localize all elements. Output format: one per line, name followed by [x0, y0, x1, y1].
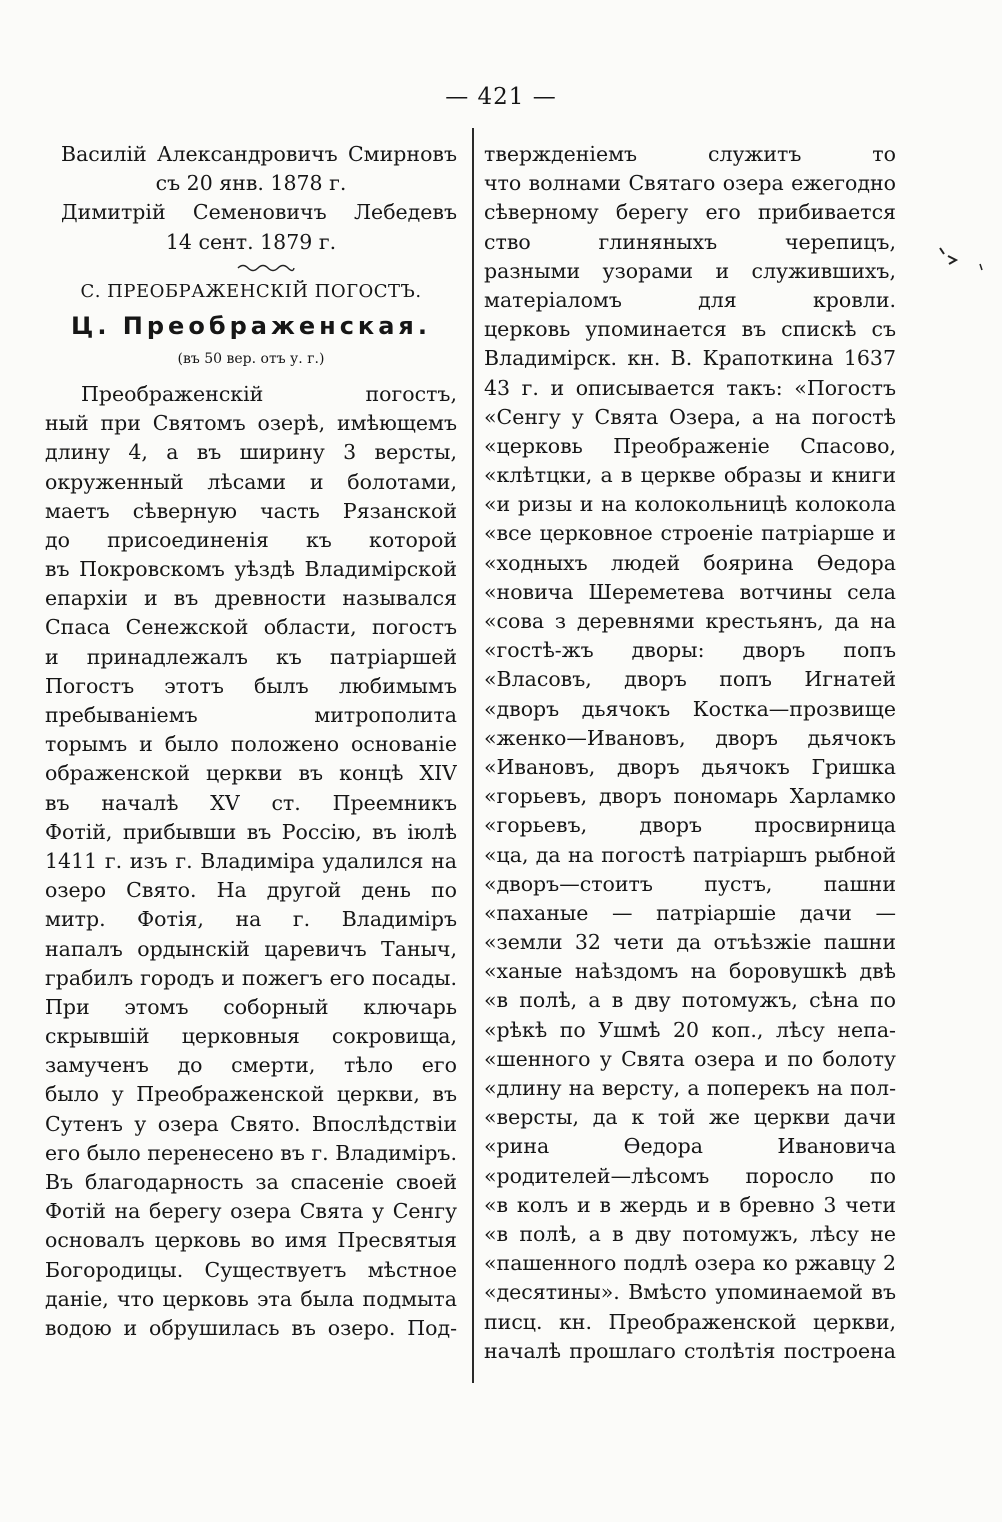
- text-line: 1411 г. изъ г. Владиміра удалился на: [45, 848, 457, 873]
- text-line: Владимірск. кн. В. Крапоткина 1637: [484, 346, 896, 371]
- text-line: «рина Ѳедора Ивановича: [484, 1134, 896, 1159]
- church-heading: Ц. Преображенская.: [71, 311, 431, 340]
- text-line: «в полѣ, а в дву потомужъ, сѣна по: [484, 988, 896, 1013]
- text-line: въ началѣ XV ст. Преемникъ: [45, 790, 457, 815]
- right-column: [484, 140, 896, 1366]
- text-line: «шенного у Свята озера и по болоту: [484, 1046, 896, 1071]
- text-line: церковь упоминается въ спискѣ съ: [484, 317, 896, 342]
- text-line: озеро Свято. На другой день по: [45, 878, 457, 903]
- text-line: ство глиняныхъ черепицъ,: [484, 229, 896, 254]
- text-line: было у Преображенской церкви, въ: [45, 1082, 457, 1107]
- text-line: митр. Фотія, на г. Владиміръ: [45, 907, 457, 932]
- text-line: «Власовъ, дворъ попъ Игнатей: [484, 667, 896, 692]
- text-line: матеріаломъ для кровли.: [484, 287, 896, 312]
- text-line: «женко—Ивановъ, дворъ дьячокъ: [484, 725, 896, 750]
- text-line: началѣ прошлаго столѣтія построена: [484, 1338, 896, 1363]
- text-line: Сутенъ у озера Свято. Впослѣдствіи: [45, 1111, 457, 1136]
- text-line: длину 4, а въ ширину 3 версты,: [45, 440, 457, 465]
- text-line: замученъ до смерти, тѣло его: [45, 1053, 457, 1078]
- margin-ink-mark: [936, 244, 986, 274]
- left-column: [45, 140, 457, 1343]
- text-line: При этомъ соборный ключарь: [45, 994, 457, 1019]
- staff-name-line: Димитрій Семеновичъ Лебедевъ: [61, 200, 457, 225]
- text-line: основалъ церковь во имя Пресвятыя: [45, 1228, 457, 1253]
- text-line: Въ благодарность за спасеніе своей: [45, 1170, 457, 1194]
- text-line: «в полѣ, а в дву потомужъ, лѣсу не: [484, 1221, 896, 1246]
- text-line: окруженный лѣсами и болотами,: [45, 469, 457, 494]
- text-line: до присоединенія къ которой: [45, 527, 457, 552]
- text-line: «все церковное строеніе патріарше и: [484, 521, 896, 546]
- text-line: «версты, да к той же церкви дачи: [484, 1105, 896, 1130]
- text-line: «и ризы и на колокольницѣ колокола: [484, 492, 896, 517]
- text-line: Погостъ этотъ былъ любимымъ: [45, 673, 457, 698]
- text-line: «ца, да на погостѣ патріаршъ рыбной: [484, 842, 896, 867]
- page-number: — 421 —: [445, 84, 557, 110]
- text-line: Богородицы. Существуетъ мѣстное: [45, 1257, 457, 1282]
- text-line: водою и обрушилась въ озеро. Под-: [45, 1315, 457, 1340]
- text-line: «ходныхъ людей боярина Ѳедора: [484, 550, 896, 575]
- text-line: и принадлежалъ къ патріаршей: [45, 644, 457, 669]
- text-line: Спаса Сенежской области, погостъ: [45, 615, 457, 640]
- text-line: «Сенгу у Свята Озера, а на погостѣ: [484, 404, 896, 429]
- text-line: ображенской церкви въ концѣ XIV: [45, 761, 457, 786]
- staff-entry: [45, 198, 457, 256]
- text-line: «земли 32 чети да отъѣзжіе пашни: [484, 930, 896, 955]
- ornament-squiggle: [45, 257, 457, 277]
- text-line: Преображенскій погостъ,: [81, 381, 457, 406]
- text-line: ный при Святомъ озерѣ, имѣющемъ: [45, 411, 457, 436]
- text-line: «паханые — патріаршіе дачи —: [484, 900, 896, 925]
- text-line: торымъ и было положено основаніе: [45, 732, 457, 757]
- text-line: «церковь Преображеніе Спасово,: [484, 433, 896, 458]
- text-line: «клѣтцки, а в церкве образы и книги: [484, 463, 896, 488]
- text-line: «сова з деревнями крестьянъ, да на: [484, 609, 896, 633]
- text-line: «горьевъ, дворъ пономарь Харламко: [484, 784, 896, 809]
- text-line: даніе, что церковь эта была подмыта: [45, 1286, 457, 1311]
- text-line: въ Покровскомъ уѣздѣ Владимірской: [45, 557, 457, 582]
- text-line: «горьевъ, дворъ просвирница: [484, 813, 896, 838]
- staff-name-line: Василій Александровичъ Смирновъ: [61, 142, 457, 166]
- text-line: пребываніемъ митрополита: [45, 703, 457, 727]
- text-line: «длину на версту, а поперекъ на пол-: [484, 1076, 896, 1100]
- text-line: «дворъ—стоитъ пустъ, пашни: [484, 871, 896, 896]
- staff-entry: [45, 140, 457, 198]
- text-line: скрывшій церковныя сокровища,: [45, 1024, 457, 1049]
- text-line: сѣверному берегу его прибивается: [484, 200, 896, 225]
- text-line: «десятины». Вмѣсто упоминаемой въ: [484, 1280, 896, 1305]
- text-line: «новича Шереметева вотчины села: [484, 579, 896, 604]
- text-line: что волнами Святаго озера ежегодно: [484, 171, 896, 196]
- text-line: «гостѣ-жъ дворы: дворъ попъ: [484, 638, 896, 663]
- village-heading: С. ПРЕОБРАЖЕНСКІЙ ПОГОСТЪ.: [80, 280, 422, 302]
- text-line: писц. кн. Преображенской церкви,: [484, 1309, 896, 1334]
- body-text-left: [45, 380, 457, 1343]
- distance-note: (въ 50 вер. отъ у. г.): [177, 350, 325, 367]
- text-line: его было перенесено въ г. Владиміръ.: [45, 1140, 457, 1165]
- staff-date-line: съ 20 янв. 1878 г.: [155, 171, 347, 196]
- text-line: грабилъ городъ и пожегъ его посады.: [45, 965, 457, 990]
- text-line: епархіи и въ древности назывался: [45, 586, 457, 611]
- text-line: «в колъ и в жердь и в бревно 3 чети: [484, 1192, 896, 1217]
- text-line: «ханые наѣздомъ на боровушкѣ двѣ: [484, 959, 896, 984]
- text-line: «Ивановъ, дворъ дьячокъ Гришка: [484, 754, 896, 779]
- text-line: 43 г. и описывается такъ: «Погостъ: [484, 375, 896, 400]
- text-line: «родителей—лѣсомъ поросло по: [484, 1163, 896, 1188]
- text-line: разными узорами и служившихъ,: [484, 258, 896, 283]
- column-divider: [472, 128, 474, 1383]
- text-line: «рѣкѣ по Ушмѣ 20 коп., лѣсу непа-: [484, 1017, 896, 1042]
- text-line: напалъ ордынскій царевичъ Таныч,: [45, 936, 457, 961]
- text-line: Фотій, прибывши въ Россію, въ іюлѣ: [45, 819, 457, 844]
- text-line: «дворъ дьячокъ Костка—прозвище: [484, 696, 896, 721]
- text-line: Фотій на берегу озера Свята у Сенгу: [45, 1199, 457, 1224]
- staff-date-line: 14 сент. 1879 г.: [165, 229, 337, 254]
- text-line: твержденіемъ служитъ то: [484, 142, 896, 166]
- text-line: маетъ сѣверную часть Рязанской: [45, 498, 457, 523]
- text-line: «пашенного подлѣ озера ко ржавцу 2: [484, 1251, 896, 1276]
